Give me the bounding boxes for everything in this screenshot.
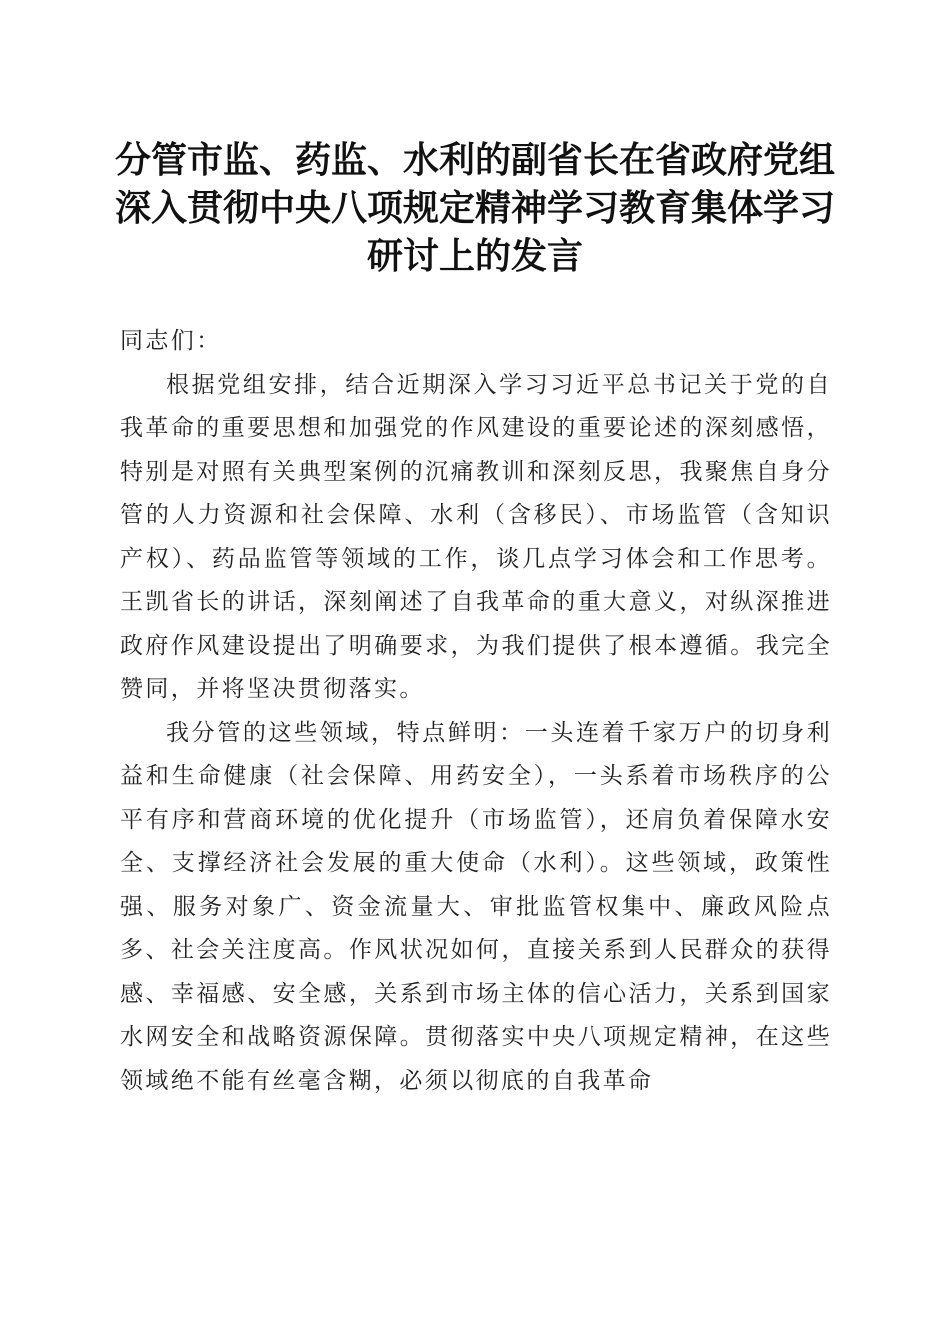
salutation: 同志们： (120, 328, 222, 354)
paragraph-2: 我分管的这些领域，特点鲜明：一头连着千家万户的切身利益和生命健康（社会保障、用药安全），一头系着市场秩序的公平有序和营商环境的优化提升（市场监管），还肩负着保障水安全、支撑经济社会发展的重大使命（水利）。这些领域，政策性强、服务对象广、资金流量大、审批监管权集中、廉政风险点多、社会关注度高。作风状况如何，直接关系到人民群众的获得感、幸福感、安全感，关系到市场主体的信心活力，关系到国家水网安全和战略资源保障。贯彻落实中央八项规定精神，在这些领域绝不能有丝毫含糊，必须以彻底的自我革命 (120, 719, 832, 1094)
title-line-1: 分管市监、药监、水利的副省长在省政府党组 (114, 139, 835, 181)
paragraph-1: 根据党组安排，结合近期深入学习习近平总书记关于党的自我革命的重要思想和加强党的作风建设的重要论述的深刻感悟，特别是对照有关典型案例的沉痛教训和深刻反思，我聚焦自身分管的人力资源和社会保障、水利（含移民）、市场监管（含知识产权）、药品监管等领域的工作，谈几点学习体会和工作思考。王凯省长的讲话，深刻阐述了自我革命的重大意义，对纵深推进政府作风建设提出了明确要求，为我们提供了根本遵循。我完全赞同，并将坚决贯彻落实。 (120, 371, 832, 702)
document-body (120, 320, 832, 1103)
document-title (100, 136, 850, 280)
title-line-2: 深入贯彻中央八项规定精神学习教育集体学习 (114, 187, 835, 229)
title-line-3: 研讨上的发言 (366, 235, 583, 277)
